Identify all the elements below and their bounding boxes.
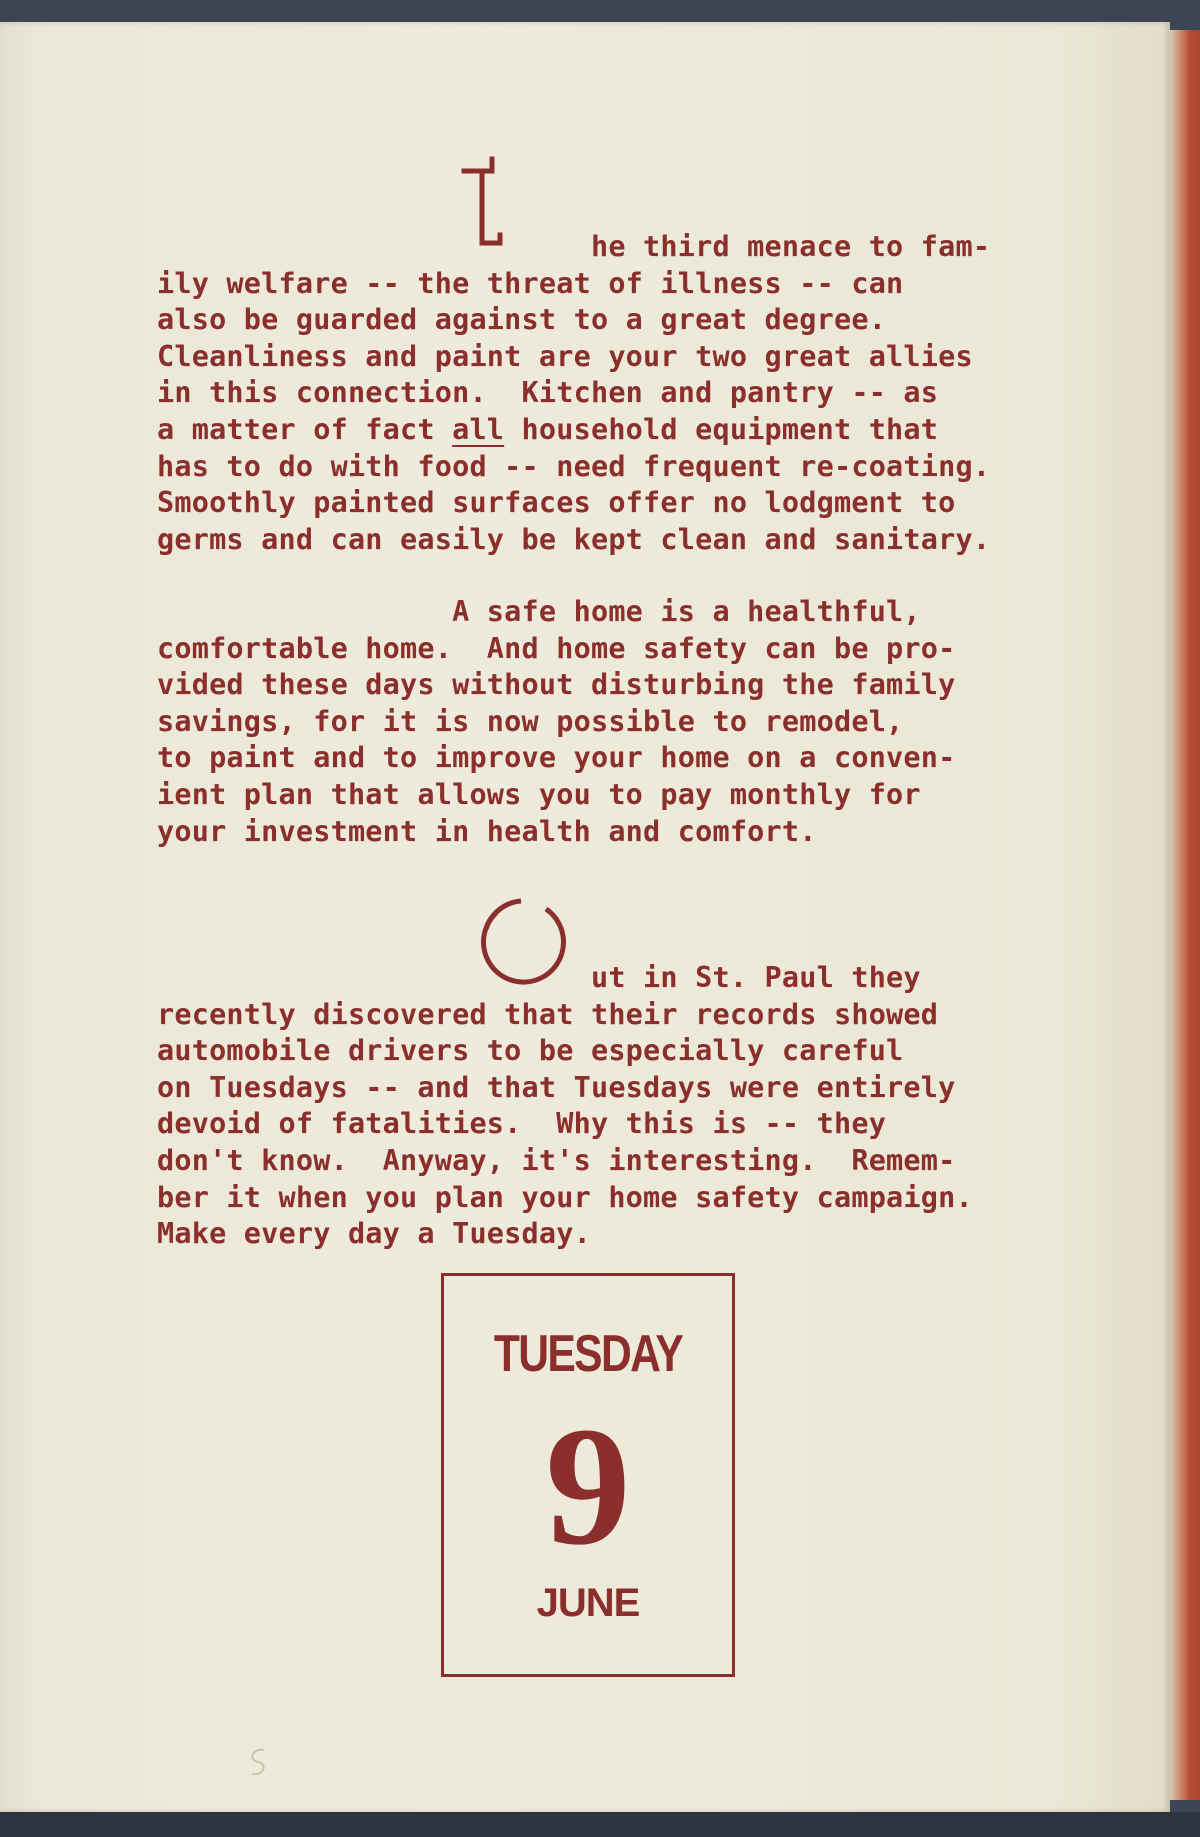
line: ber it when you plan your home safety campaign. (157, 1180, 973, 1214)
paragraph-home-safety (157, 594, 956, 850)
line: on Tuesdays -- and that Tuesdays were entirely (157, 1070, 956, 1104)
emphasis-all: all (452, 412, 505, 446)
calendar-date: 9 (545, 1392, 631, 1580)
line: a matter of fact all household equipment that (157, 412, 939, 446)
line: vided these days without disturbing the family (157, 668, 956, 702)
line: germs and can easily be kept clean and sanitary. (157, 522, 991, 556)
line: automobile drivers to be especially careful (157, 1034, 904, 1068)
line: also be guarded against to a great degree. (157, 303, 887, 337)
line: savings, for it is now possible to remodel, (157, 704, 904, 738)
calendar-day: TUESDAY (493, 1325, 683, 1383)
line: don't know. Anyway, it's interesting. Remem- (157, 1143, 956, 1177)
line-underlined (157, 413, 938, 446)
book-cover-shadow (0, 1812, 1200, 1837)
pencil-mark (238, 1742, 278, 1782)
calendar-page (441, 1273, 735, 1677)
calendar-month: JUNE (536, 1581, 640, 1625)
line: comfortable home. And home safety can be pro- (157, 631, 956, 665)
line: ily welfare -- the threat of illness -- can (157, 266, 904, 300)
paragraph-illness (157, 229, 990, 558)
paragraph-st-paul (157, 960, 973, 1253)
line: to paint and to improve your home on a conven- (157, 741, 956, 775)
line: your investment in health and comfort. (157, 814, 817, 848)
line: Cleanliness and paint are your two great allies (157, 339, 973, 373)
page-edge (1170, 30, 1200, 1800)
line: he third menace to fam- (157, 230, 991, 263)
line: in this connection. Kitchen and pantry -- as (157, 376, 939, 410)
line: ut in St. Paul they (157, 961, 921, 994)
line: has to do with food -- need frequent re-coating. (157, 449, 991, 483)
line: recently discovered that their records showed (157, 997, 939, 1031)
line: Smoothly painted surfaces offer no lodgment to (157, 486, 956, 520)
line: A safe home is a healthful, (157, 595, 921, 628)
line: devoid of fatalities. Why this is -- they (157, 1107, 887, 1141)
line: ient plan that allows you to pay monthly for (157, 777, 921, 811)
line: Make every day a Tuesday. (157, 1217, 591, 1251)
